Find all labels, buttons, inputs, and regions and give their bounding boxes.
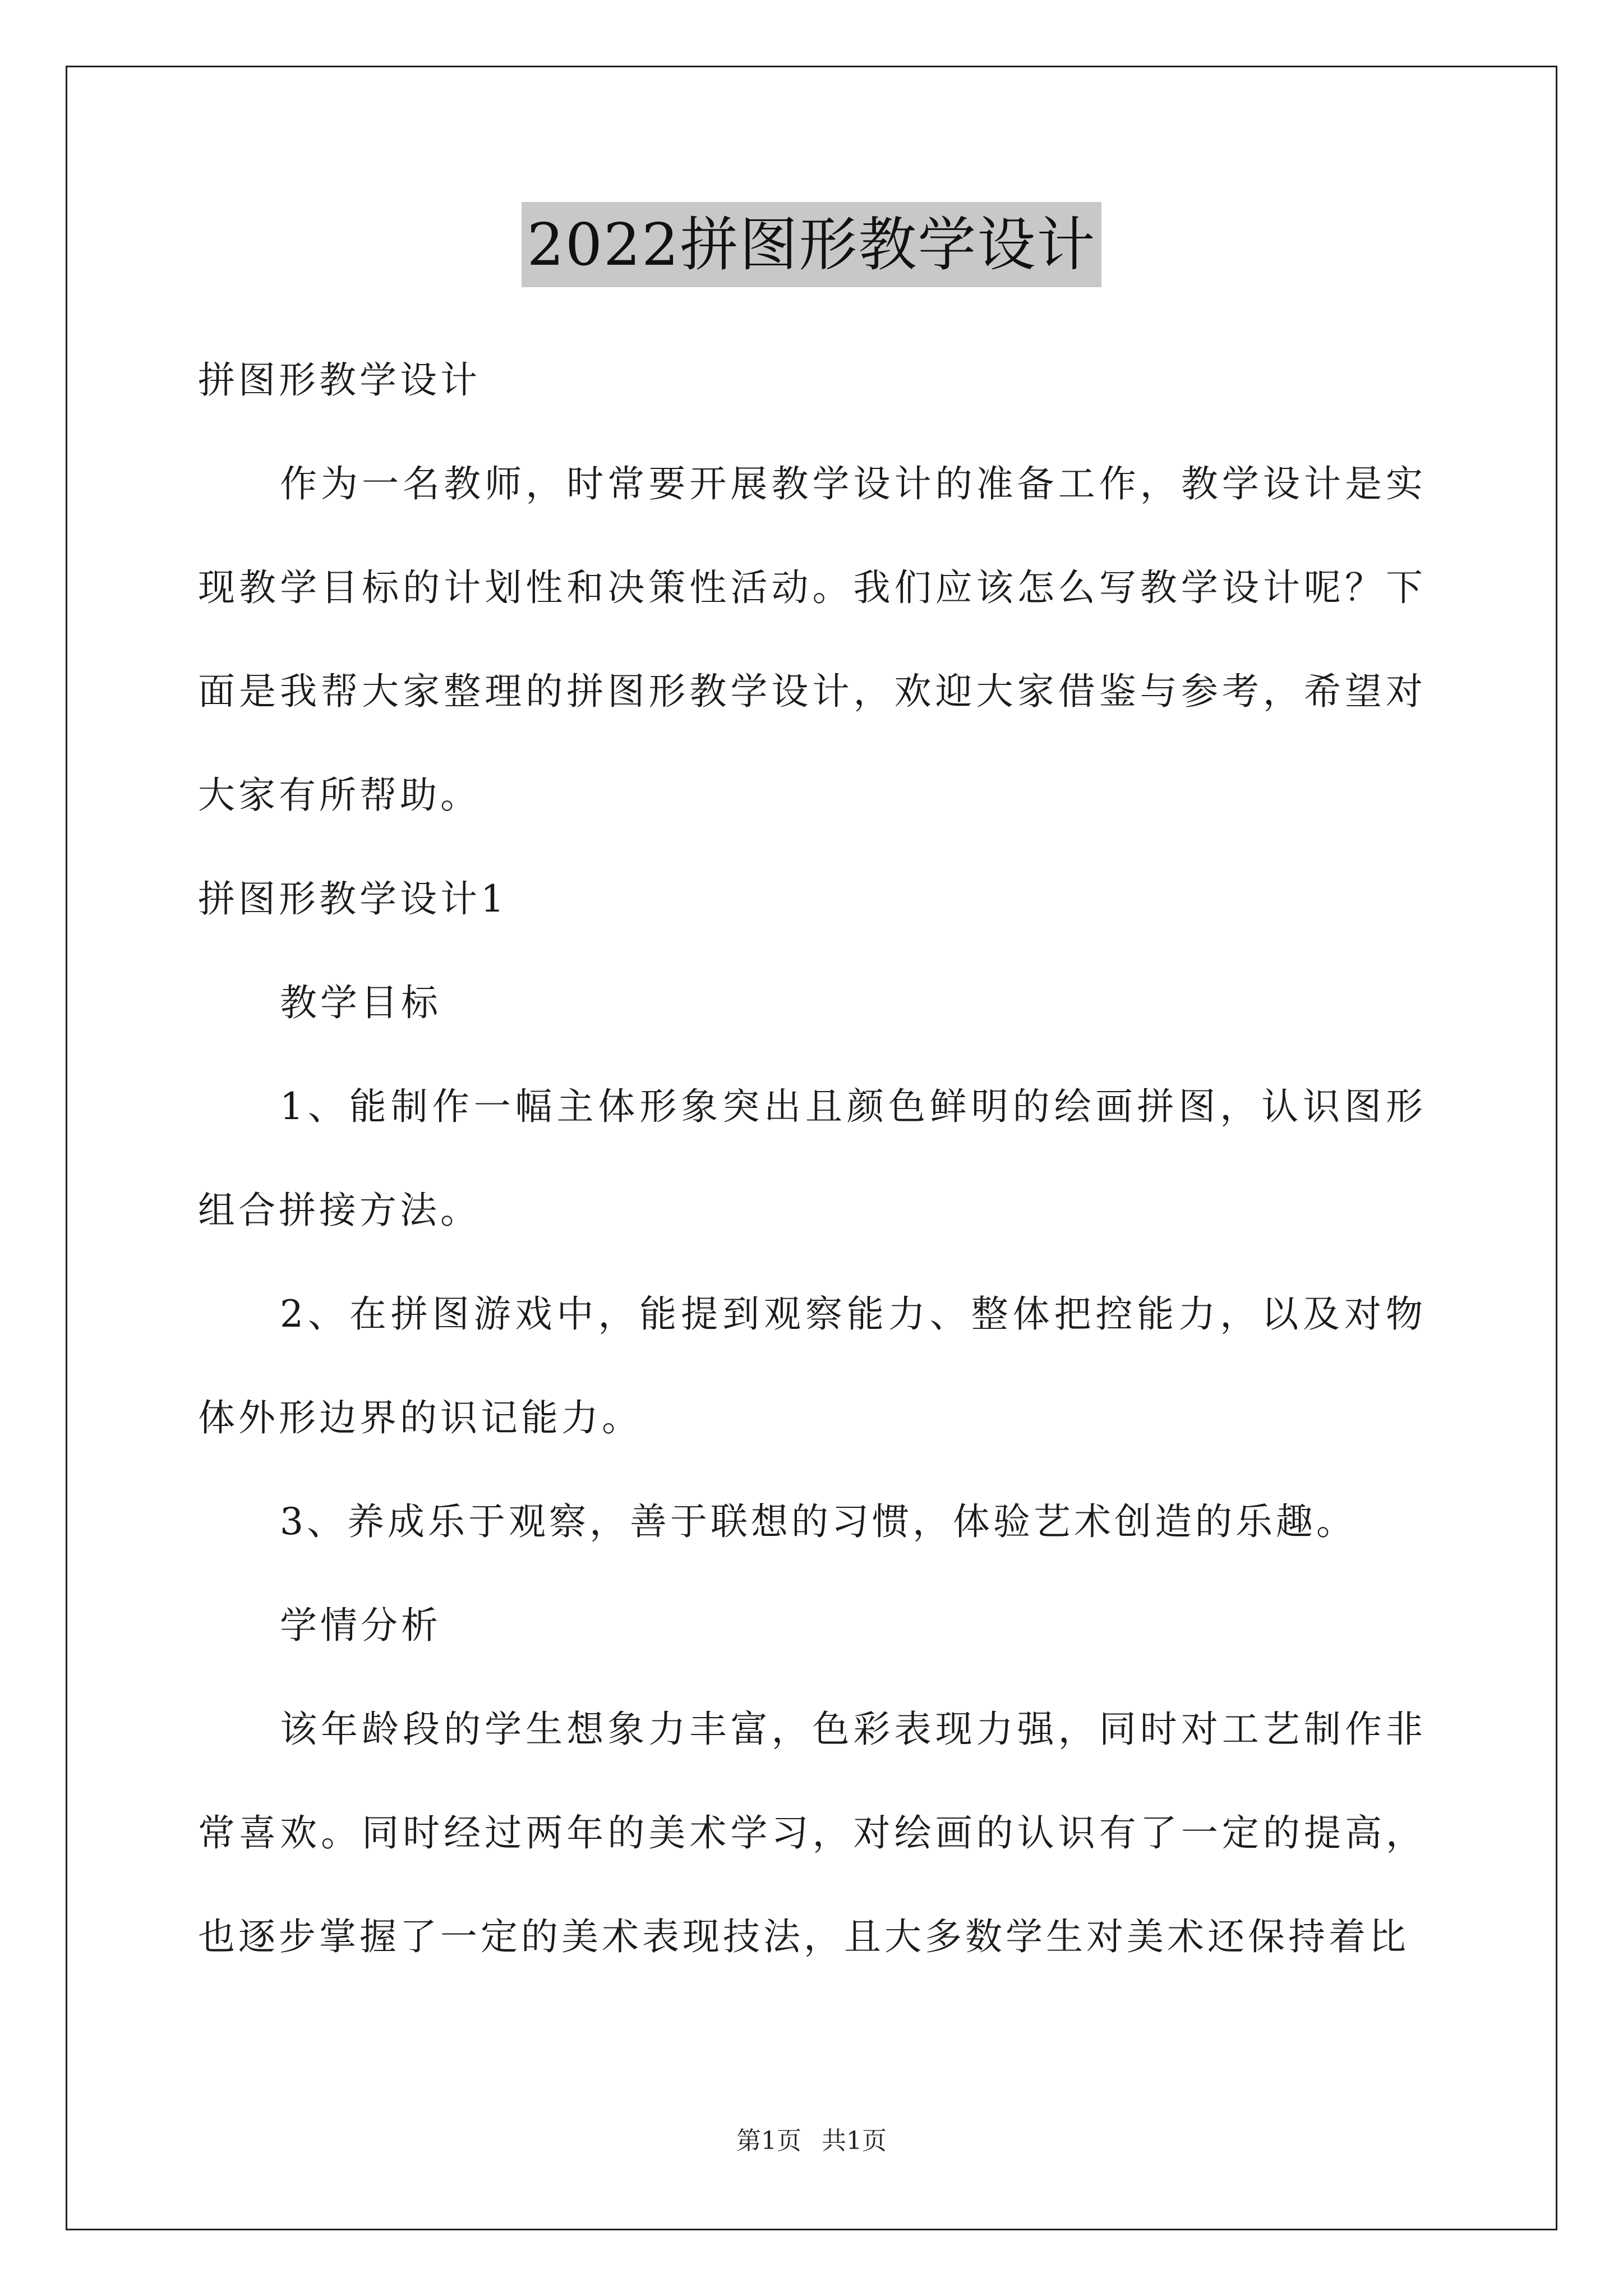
page-footer [0,2120,1623,2156]
paragraph-goal-2: 2、在拼图游戏中，能提到观察能力、整体把控能力，以及对物体外形边界的识记能力。 [198,1292,1426,1439]
paragraph-intro: 作为一名教师，时常要开展教学设计的准备工作，教学设计是实现教学目标的计划性和决策性活动。我们应该怎么写教学设计呢？下面是我帮大家整理的拼图形教学设计，欢迎大家借鉴与参考，希望对大家有所帮助。 [198,462,1426,817]
paragraph-section-heading: 拼图形教学设计1 [198,877,508,921]
page-number: 第1页 [736,2127,801,2155]
paragraph-goal-3: 3、养成乐于观察，善于联想的习惯，体验艺术创造的乐趣。 [280,1500,1357,1543]
document-title: 2022拼图形教学设计 [522,202,1102,287]
title-container [0,202,1623,287]
total-pages: 共1页 [822,2127,887,2155]
document-body [198,328,1426,1989]
paragraph-goals-heading: 教学目标 [280,981,441,1024]
paragraph-goal-1: 1、能制作一幅主体形象突出且颜色鲜明的绘画拼图，认识图形组合拼接方法。 [198,1085,1426,1232]
paragraph-analysis-body: 该年龄段的学生想象力丰富，色彩表现力强，同时对工艺制作非常喜欢。同时经过两年的美术学习，对绘画的认识有了一定的提高，也逐步掌握了一定的美术表现技法，且大多数学生对美术还保持着比 [198,1708,1426,1958]
paragraph-analysis-heading: 学情分析 [280,1604,441,1647]
paragraph-subtitle: 拼图形教学设计 [198,358,481,402]
